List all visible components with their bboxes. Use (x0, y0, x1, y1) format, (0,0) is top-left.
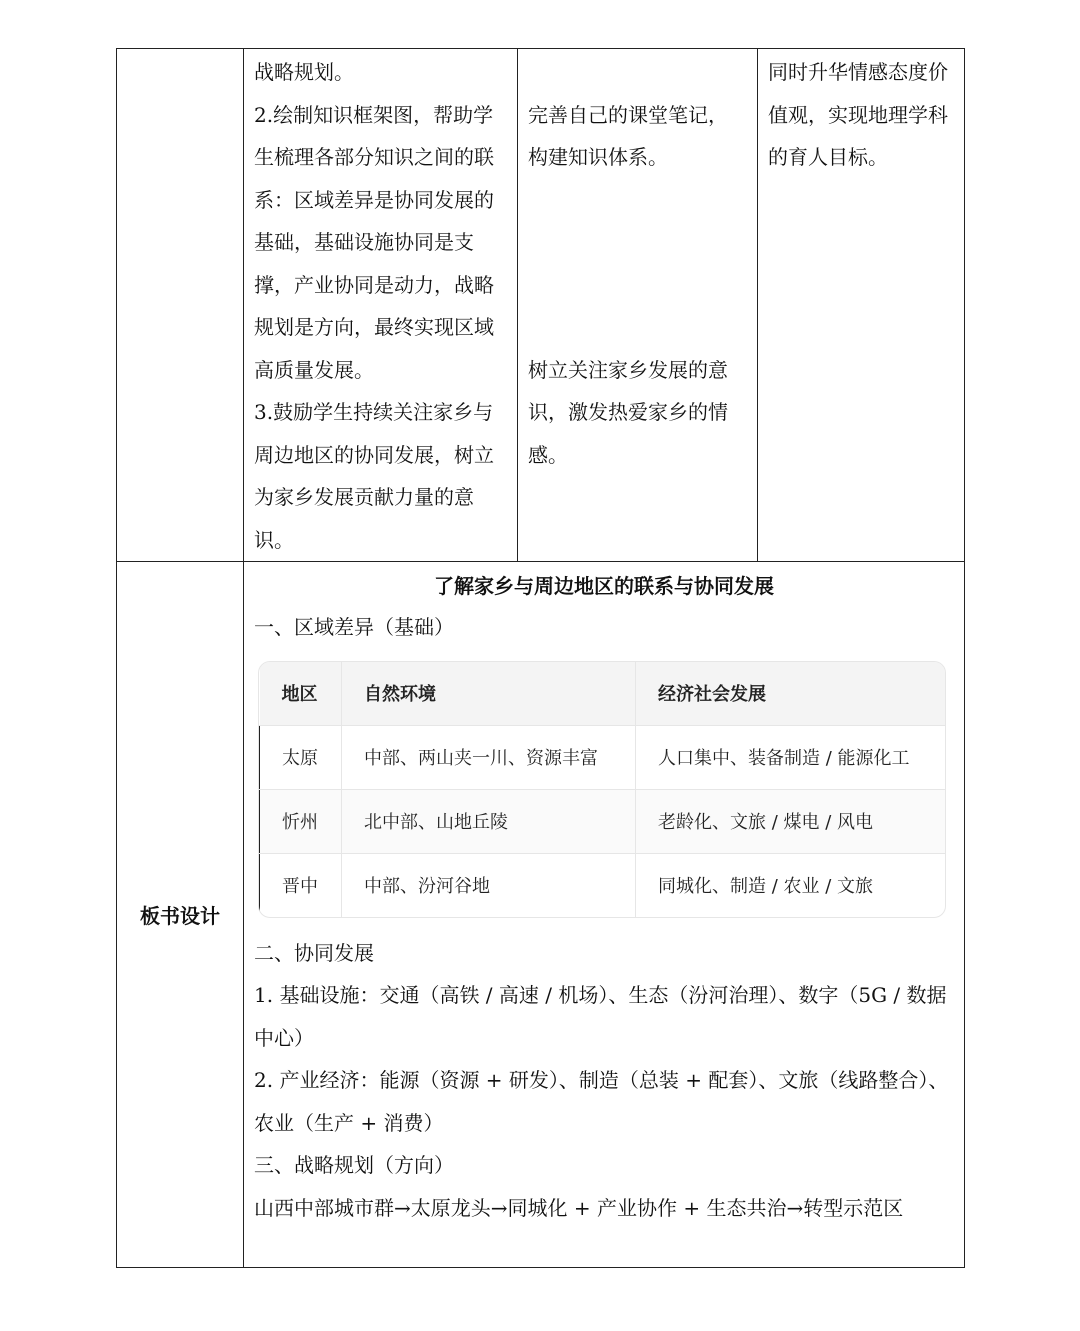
header-socioeconomic: 经济社会发展 (636, 662, 946, 726)
section-heading-strategic-planning: 三、战略规划（方向） (254, 1153, 454, 1177)
board-design-cell (244, 562, 965, 1268)
table-cell: 太原 (260, 725, 342, 789)
table-row (260, 725, 946, 789)
teacher-activity-3: 3.鼓励学生持续关注家乡与周边地区的协同发展，树立为家乡发展贡献力量的意识。 (254, 400, 494, 552)
table-row (260, 789, 946, 853)
board-design-row (117, 562, 965, 1268)
infrastructure-item: 1. 基础设施：交通（高铁 / 高速 / 机场）、生态（汾河治理）、数字（5G / 数据中心） (254, 983, 947, 1050)
table-row (260, 853, 946, 917)
design-intent-1: 同时升华情感态度价值观，实现地理学科的育人目标。 (768, 60, 948, 169)
industry-item: 2. 产业经济：能源（资源 + 研发）、制造（总装 + 配套）、文旅（线路整合）、农业（生产 + 消费） (254, 1068, 949, 1135)
teacher-activity-2: 2.绘制知识框架图，帮助学生梳理各部分知识之间的联系：区域差异是协同发展的基础，基础设施协同是支撑，产业协同是动力，战略规划是方向，最终实现区域高质量发展。 (254, 102, 494, 382)
table-cell: 忻州 (260, 789, 342, 853)
student-activity-2: 树立关注家乡发展的意识，激发热爱家乡的情感。 (528, 357, 728, 467)
teacher-activity-cell (244, 49, 518, 562)
table-cell: 同城化、制造 / 农业 / 文旅 (636, 853, 946, 917)
section-heading-coordinated-development: 二、协同发展 (254, 940, 374, 965)
table-cell: 北中部、山地丘陵 (342, 789, 636, 853)
table-header-row (260, 662, 946, 726)
board-title: 了解家乡与周边地区的联系与协同发展 (434, 574, 774, 598)
student-activity-cell (518, 49, 758, 562)
board-design-label: 板书设计 (117, 562, 244, 1268)
lesson-plan-table (116, 48, 965, 1268)
section-heading-regional-difference: 一、区域差异（基础） (254, 615, 454, 639)
region-comparison-table (259, 662, 945, 917)
region-comparison-table-wrap (258, 661, 946, 918)
design-intent-cell (758, 49, 965, 562)
teacher-activity-1: 战略规划。 (254, 60, 354, 84)
table-cell: 中部、汾河谷地 (342, 853, 636, 917)
table-cell: 中部、两山夹一川、资源丰富 (342, 725, 636, 789)
top-row-label-cell (117, 49, 244, 562)
student-activity-1: 完善自己的课堂笔记，构建知识体系。 (528, 102, 728, 169)
header-natural-environment: 自然环境 (342, 662, 636, 726)
table-cell: 晋中 (260, 853, 342, 917)
strategy-line: 山西中部城市群→太原龙头→同城化 + 产业协作 + 生态共治→转型示范区 (254, 1195, 904, 1220)
table-cell: 老龄化、文旅 / 煤电 / 风电 (636, 789, 946, 853)
table-cell: 人口集中、装备制造 / 能源化工 (636, 725, 946, 789)
header-region: 地区 (260, 662, 342, 726)
top-row (117, 49, 965, 562)
